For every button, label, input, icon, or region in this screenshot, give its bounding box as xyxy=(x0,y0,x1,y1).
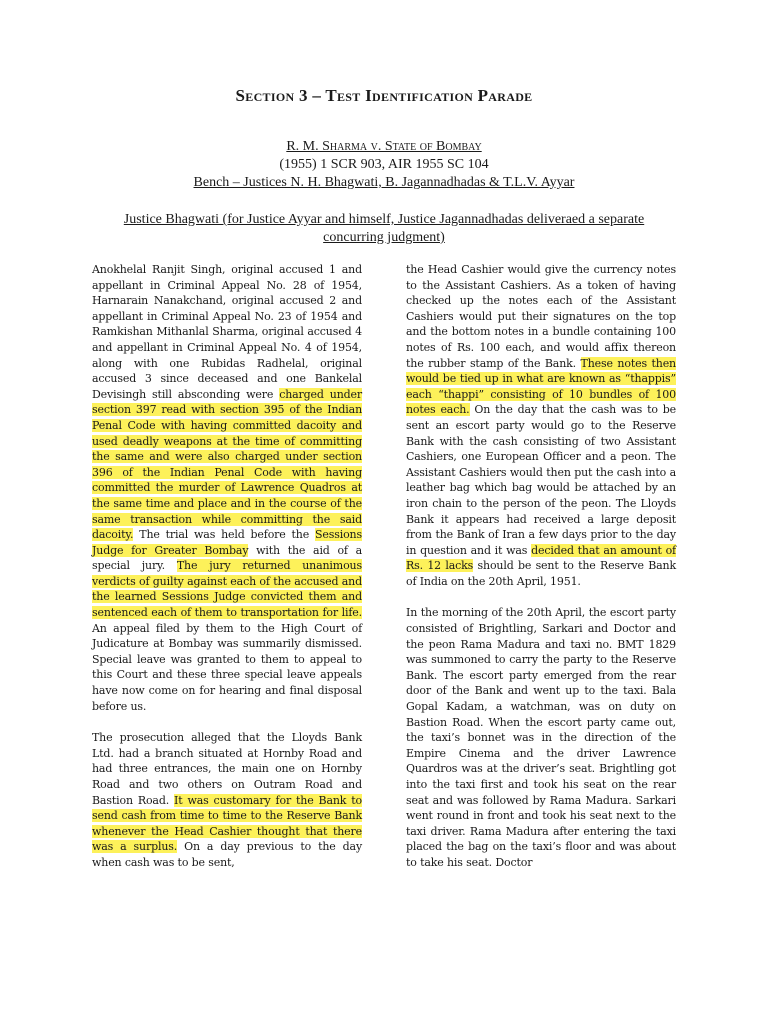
highlight-thappis: These notes then would be tied up in what are known as “thappis” each “thappi” consisting of 10 bundles of 100 notes each. xyxy=(406,356,676,417)
text-run: Anokhelal Ranjit Singh, original accused 1 and appellant in Criminal Appeal No. 28 of 1954, Harnarain Nanakchand, original accused 2 and appellant in Criminal Appeal No. 23 of 1954 and Ramkishan Mithanlal Sharma, original accused 4 and appellant in Criminal Appeal No. 4 of 1954, along with one Rubidas Radhelal, original accused 3 since deceased and one Bankelal Devisingh still absconding were xyxy=(92,263,362,401)
text-run: with the aid of a special jury. xyxy=(92,543,362,573)
right-column xyxy=(406,262,676,887)
paragraph-escort-party xyxy=(406,605,676,870)
text-run: On a day previous to the day when cash was to be sent, xyxy=(92,840,363,869)
section-title: Section 3 – Test Identification Parade xyxy=(235,86,533,105)
judge-note: Justice Bhagwati (for Justice Ayyar and himself, Justice Jagannadhadas deliveraed a separate concurring judgment) xyxy=(123,212,645,245)
left-column xyxy=(92,262,362,887)
highlight-sessions-judge: Sessions Judge for Greater Bombay xyxy=(92,528,362,557)
case-name: R. M. Sharma v. State of Bombay xyxy=(286,139,482,154)
text-run: An appeal filed by them to the High Court of Judicature at Bombay was summarily dismissed. Special leave was granted to them to appeal to this Court and these three special leave appeals have now come on for hearing and final disposal before us. xyxy=(92,621,362,713)
text-run: On the day that the cash was to be sent an escort party would go to the Reserve Bank with the cash consisting of two Assistant Cashiers, one European Officer and a peon. The Assistant Cashiers would then put the cash into a leather bag which bag would be attached by an iron chain to the person of the peon. The Lloyds Bank it appears had received a large deposit from the Bank of Iran a few days prior to the day in question and it was xyxy=(406,403,676,557)
text-run: the Head Cashier would give the currency notes to the Assistant Cashiers. As a token of having checked up the notes each of the Assistant Cashiers would put their signatures on the top and the bottom notes in a bundle containing 100 notes of Rs. 100 each, and would affix thereon the rubber stamp of the Bank. xyxy=(406,263,676,370)
paragraph-charges xyxy=(92,262,362,714)
highlight-verdict: The jury returned unanimous verdicts of guilty against each of the accused and the learned Sessions Judge convicted them and sentenced each of them to transportation for life. xyxy=(92,559,362,620)
highlight-charges: charged under section 397 read with section 395 of the Indian Penal Code with having committed dacoity and used deadly weapons at the time of committing the same and were also charged under section 396 of the Indian Penal Code with having committed the murder of Lawrence Quadros at the same time and place and in the course of the same transaction while committing the said dacoity. xyxy=(92,387,362,542)
paragraph-prosecution xyxy=(92,730,362,870)
text-run: should be sent to the Reserve Bank of India on the 20th April, 1951. xyxy=(406,559,676,588)
text-run: The prosecution alleged that the Lloyds Bank Ltd. had a branch situated at Hornby Road and had three entrances, the main one on Hornby Road and two others on Outram Road and Bastion Road. xyxy=(92,731,362,807)
highlight-amount: decided that an amount of Rs. 12 lacks xyxy=(406,543,676,573)
case-citation: (1955) 1 SCR 903, AIR 1955 SC 104 xyxy=(279,157,489,172)
text-run: In the morning of the 20th April, the escort party consisted of Brightling, Sarkari and Doctor and the peon Rama Madura and taxi no. BMT 1829 was summoned to carry the party to the Reserve Bank. The escort party emerged from the rear door of the Bank and went up to the taxi. Bala Gopal Kadam, a watchman, was on duty on Bastion Road. When the escort party came out, the taxi’s bonnet was in the direction of the Empire Cinema and the driver Lawrence Quardros was at the driver’s seat. Brightling got into the taxi first and took his seat on the rear seat and was followed by Rama Madura. Sarkari went round in front and took his seat next to the taxi driver. Rama Madura after entering the taxi placed the bag on the taxi’s floor and was about to take his seat. Doctor xyxy=(406,606,676,869)
paragraph-cash-procedure xyxy=(406,262,676,589)
highlight-custom: It was customary for the Bank to send cash from time to time to the Reserve Bank whenever the Head Cashier thought that there was a surplus. xyxy=(92,793,362,854)
bench-line: Bench – Justices N. H. Bhagwati, B. Jagannadhadas & T.L.V. Ayyar xyxy=(193,175,575,190)
text-run: The trial was held before the xyxy=(133,528,315,542)
